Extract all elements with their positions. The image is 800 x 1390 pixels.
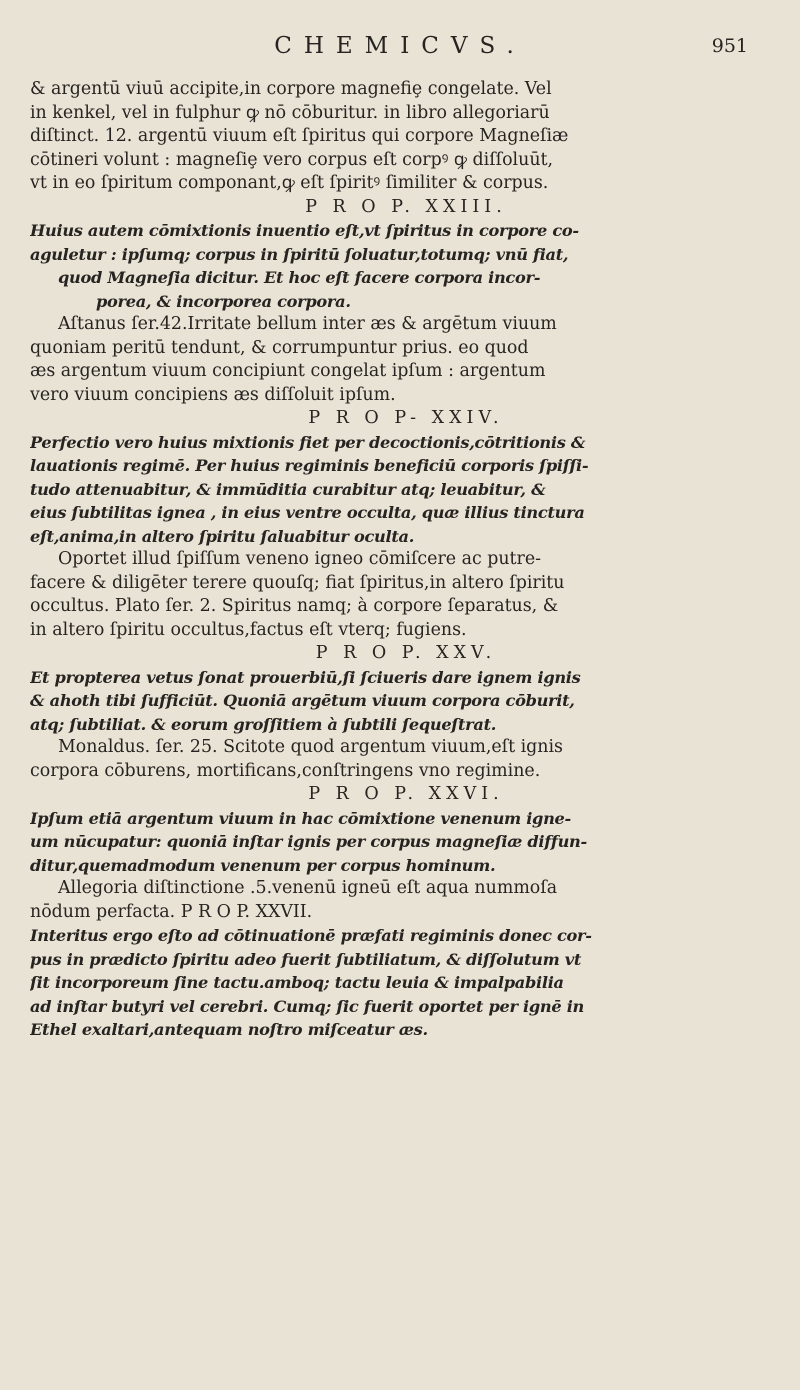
page-header: [0, 33, 800, 73]
text-line: Oportet illud ſpiſſum veneno igneo cōmiſcere ac putre-: [58, 549, 542, 569]
text-line: Monaldus. ſer. 25. Scitote quod argentum viuum,eſt ignis: [58, 737, 563, 757]
text-line: occultus. Plato ſer. 2. Spiritus namq; à corpore ſeparatus, &: [30, 596, 559, 616]
text-line: quoniam peritū tendunt, & corrumpuntur prius. eo quod: [30, 337, 529, 358]
text-line: lauationis regimē. Per huius regiminis beneficiū corporis ſpiſſi-: [30, 456, 589, 475]
text-line: ſit incorporeum ſine tactu.amboq; tactu leuia & impalpabilia: [30, 973, 564, 992]
proposition-heading: P R O P. XXIII.: [305, 196, 507, 217]
text-line: facere & diligēter terere quouſq; fiat ſpiritus,in altero ſpiritu: [30, 572, 565, 593]
text-line: Ethel exaltari,antequam noſtro miſceatur æs.: [30, 1020, 428, 1039]
text-line: eſt,anima,in altero ſpiritu ſaluabitur oculta.: [30, 526, 415, 546]
text-line: Interitus ergo eſto ad cōtinuationē præfati regiminis donec cor-: [30, 926, 592, 945]
text-line: um nūcupatur: quoniā inſtar ignis per corpus magneſiæ diffun-: [30, 832, 587, 851]
text-line: ad inſtar butyri vel cerebri. Cumq; ſic fuerit oportet per ignē in: [30, 996, 585, 1016]
text-line: vt in eo ſpiritum componant,ꝙ eſt ſpiritꝰ ſimiliter & corpus.: [30, 173, 549, 193]
text-line: & ahoth tibi ſufficiūt. Quoniā argētum viuum corpora cōburit,: [30, 691, 575, 710]
text-line: in kenkel, vel in fulphur ꝙ nō cōburitur. in libro allegoriarū: [30, 102, 550, 123]
page-number: 951: [711, 35, 748, 57]
text-line: & argentū viuū accipite,in corpore magnefiȩ congelate. Vel: [30, 79, 552, 99]
text-line: ditur,quemadmodum venenum per corpus hominum.: [30, 855, 496, 875]
text-line: æs argentum viuum concipiunt congelat ipſum : argentum: [30, 361, 546, 381]
text-line: nōdum perfacta. P R O P. XXVII.: [30, 901, 313, 922]
text-line: corpora cōburens, mortificans,conſtringens vno regimine.: [30, 760, 541, 781]
proposition-heading: P R O P. XXVI.: [308, 784, 504, 804]
text-line: quod Magneſia dicitur. Et hoc eſt facere corpora incor-: [58, 268, 541, 287]
proposition-heading: P R O P. XXV.: [315, 643, 497, 663]
text-line: pus in prædicto ſpiritu adeo fuerit ſubtiliatum, & diſſolutum vt: [30, 949, 582, 969]
text-line: vero viuum concipiens æs diſſoluit ipſum.: [30, 384, 396, 405]
text-line: Aſtanus ſer.42.Irritate bellum inter æs & argētum viuum: [58, 314, 557, 334]
text-line: porea, & incorporea corpora.: [96, 291, 351, 311]
text-line: cōtineri volunt : magneſiȩ vero corpus eſt corpꝰ ꝙ diſſoluūt,: [30, 149, 554, 170]
text-line: Allegoria diſtinctione .5.venenū igneū eſt aqua nummoſa: [58, 878, 558, 898]
proposition-heading: P R O P- XXIV.: [308, 408, 504, 428]
text-line: Et propterea vetus ſonat prouerbiū,ſi ſciueris dare ignem ignis: [30, 667, 581, 687]
text-line: Ipſum etiā argentum viuum in hac cōmixtione venenum igne-: [30, 808, 571, 828]
text-line: Perfectio vero huius mixtionis fiet per decoctionis,cōtritionis &: [30, 432, 586, 452]
text-line: in altero ſpiritu occultus,factus eſt vterq; fugiens.: [30, 619, 467, 640]
text-line: eius ſubtilitas ignea , in eius ventre occulta, quæ illius tinctura: [30, 503, 585, 522]
text-line: atq; ſubtiliat. & eorum groſſitiem à ſubtili ſequeſtrat.: [30, 714, 497, 734]
running-title: CHEMICVS.: [274, 33, 526, 59]
text-line: diſtinct. 12. argentū viuum eſt ſpiritus qui corpore Magneſiæ: [30, 126, 569, 146]
text-block: [30, 78, 782, 1042]
text-line: Huius autem cōmixtionis inuentio eſt,vt ſpiritus in corpore co-: [30, 221, 579, 240]
text-line: tudo attenuabitur, & immūditia curabitur atq; leuabitur, &: [30, 479, 546, 499]
text-line: aguletur : ipſumq; corpus in ſpiritū ſoluatur,totumq; vnū fiat,: [30, 244, 569, 264]
